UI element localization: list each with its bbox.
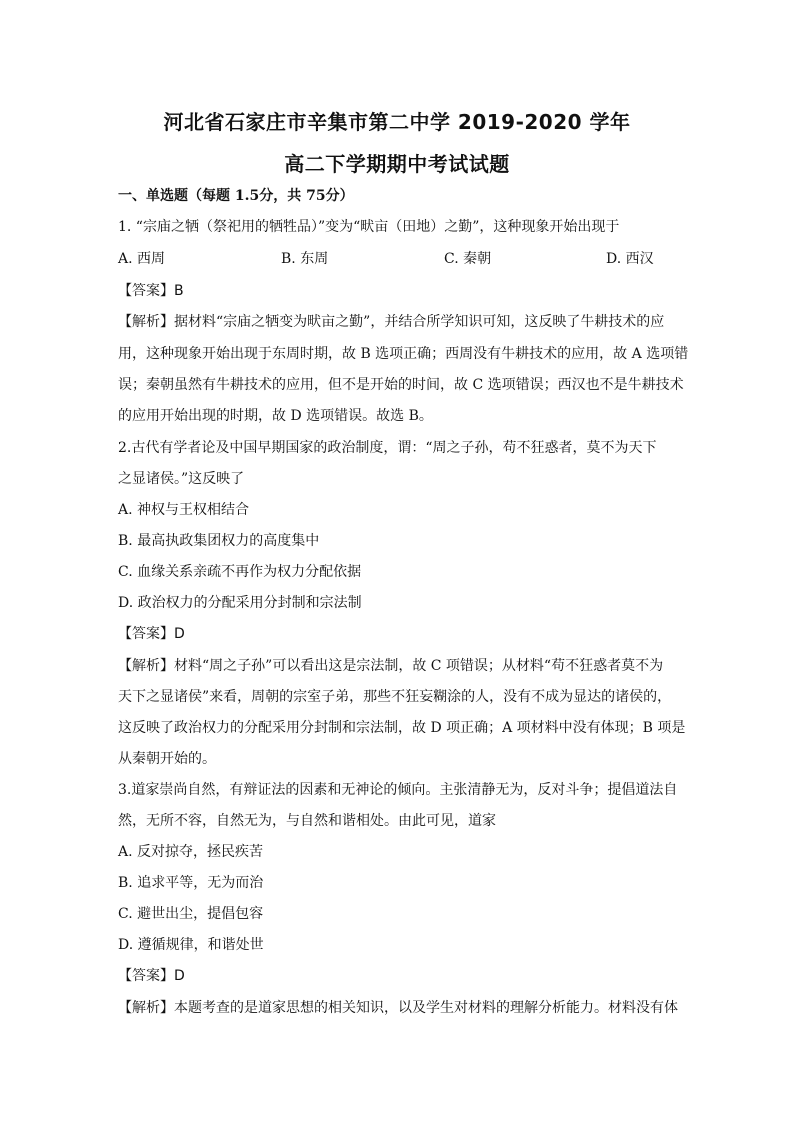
q2-analysis-line: 天下之显诸侯”来看，周朝的宗室子弟，那些不狂妄糊涂的人，没有不成为显达的诸侯的， [118, 689, 672, 705]
q2-analysis-line: 【解析】材料“周之子孙”可以看出这是宗法制，故 C 项错误；从材料“苟不狂惑者莫不为 [118, 658, 664, 674]
document-title-line2: 高二下学期期中考试试题 [284, 152, 510, 176]
q3-stem-line: 然，无所不容，自然无为，与自然和谐相处。由此可见，道家 [118, 813, 496, 829]
q3-option-a: A. 反对掠夺，拯民疾苦 [118, 844, 264, 860]
q1-analysis-line: 【解析】据材料“宗庙之牺变为畎亩之勤”，并结合所学知识可知，这反映了牛耕技术的应 [118, 314, 665, 330]
document-title-line1: 河北省石家庄市辛集市第二中学 2019-2020 学年 [163, 110, 631, 134]
section-heading: 一、单选题（每题 1.5分，共 75分） [118, 188, 354, 204]
q1-answer: 【答案】B [118, 283, 184, 299]
q3-option-c: C. 避世出尘，提倡包容 [118, 906, 264, 922]
q1-option-d: D. 西汉 [606, 251, 654, 267]
q2-option-c: C. 血缘关系亲疏不再作为权力分配依据 [118, 564, 362, 580]
q1-analysis-line: 用，这种现象开始出现于东周时期，故 B 选项正确；西周没有牛耕技术的应用，故 A 选项错 [118, 346, 689, 362]
q2-analysis-line: 从秦朝开始的。 [118, 751, 216, 767]
q1-analysis-line: 误；秦朝虽然有牛耕技术的应用，但不是开始的时间，故 C 选项错误；西汉也不是牛耕技术 [118, 377, 684, 393]
q2-option-d: D. 政治权力的分配采用分封制和宗法制 [118, 595, 362, 611]
q3-stem-line: 3.道家崇尚自然，有辩证法的因素和无神论的倾向。主张清静无为，反对斗争；提倡道法自 [118, 782, 678, 798]
q1-option-b: B. 东周 [281, 251, 329, 267]
q3-answer: 【答案】D [118, 968, 185, 984]
q3-option-d: D. 遵循规律，和谐处世 [118, 937, 264, 953]
q2-stem-line: 2.古代有学者论及中国早期国家的政治制度，谓：“周之子孙，苟不狂惑者，莫不为天下 [118, 440, 657, 456]
q2-analysis-line: 这反映了政治权力的分配采用分封制和宗法制，故 D 项正确；A 项材料中没有体现；B 项是 [118, 720, 686, 736]
q1-option-c: C. 秦朝 [444, 251, 492, 267]
q1-analysis-line: 的应用开始出现的时期，故 D 选项错误。故选 B。 [118, 408, 433, 424]
q2-option-b: B. 最高执政集团权力的高度集中 [118, 533, 320, 549]
q2-option-a: A. 神权与王权相结合 [118, 502, 250, 518]
q3-option-b: B. 追求平等，无为而治 [118, 875, 264, 891]
q1-option-a: A. 西周 [118, 251, 166, 267]
q3-analysis-line: 【解析】本题考查的是道家思想的相关知识，以及学生对材料的理解分析能力。材料没有体 [118, 1000, 678, 1016]
q2-stem-line: 之显诸侯。”这反映了 [118, 471, 245, 487]
q2-answer: 【答案】D [118, 626, 185, 642]
q1-stem: 1. “宗庙之牺（祭祀用的牺牲品）”变为“畎亩（田地）之勤”，这种现象开始出现于 [118, 219, 620, 235]
